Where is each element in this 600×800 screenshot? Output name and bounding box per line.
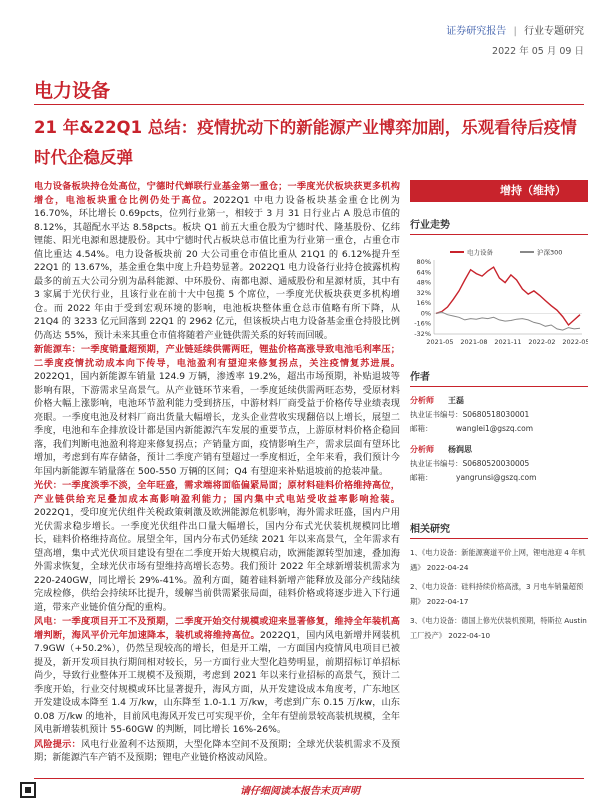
- y-tick-label: -16%: [414, 319, 431, 328]
- authors-section: [410, 368, 588, 485]
- author-name: 王磊: [448, 396, 464, 405]
- paragraph-holdings: [34, 180, 400, 342]
- y-tick-label: -32%: [414, 330, 431, 338]
- header-separator: |: [513, 26, 517, 37]
- author-card: [410, 394, 588, 436]
- paragraph-ev: [34, 343, 400, 478]
- legend-label: 沪深300: [537, 248, 563, 257]
- author-email[interactable]: yangrunsi@gszq.com: [456, 473, 537, 482]
- email-label: 邮箱：: [410, 473, 433, 482]
- author-role: 分析师: [410, 396, 434, 405]
- related-research-section: [410, 520, 588, 647]
- industry-trend-chart: [410, 246, 588, 354]
- series-line-index: [436, 312, 580, 330]
- x-tick-label: 2022-02: [528, 338, 556, 346]
- author-role: 分析师: [410, 445, 434, 454]
- paragraph-wind: [34, 615, 400, 737]
- author-cert-line: [410, 457, 588, 471]
- y-tick-label: 48%: [416, 278, 431, 287]
- related-item-text: 2、《电力设备：硅料持续价格高涨，3 月电车销量超预期》: [410, 582, 584, 606]
- related-item[interactable]: [410, 545, 588, 575]
- cert-label: 执业证书编号：: [410, 459, 463, 468]
- ev-highlight: 新能源车：一季度销量超预期，产业链延续供需两旺，锂盐价格高涨导致电池毛利率压；二季度疫情扰动成本向下传导，电池盈利有望迎来修复拐点，关注疫情复苏进展。: [34, 344, 400, 369]
- report-header: [446, 22, 584, 57]
- related-item-text: 1、《电力设备：新能源赛道平价上网，锂电池迎 4 年机遇》: [410, 548, 586, 572]
- y-tick-label: 80%: [416, 258, 431, 266]
- rating-badge: 增持（维持）: [410, 180, 588, 202]
- author-cert: S0680518030001: [462, 410, 530, 419]
- holdings-text: 2022Q1 中电力设备板块基金重仓比例为 16.70%，环比增长 0.69pcts，位列行业第一，相较于 3 月 31 日行业占 A 股总市值的 8.12%，其超配水平达 8.58pcts。板块 Q1 前五大重仓股为宁德时代、隆基股份、亿纬锂能、阳光电源和恩捷股份。其中宁德时代占板块总市值比重为行业第一重仓，占重仓市值比重达 4.54%。电力设备板块前 20 大公司重仓市值比重从 21Q1 的 6.12%提升至 22Q1 的 13.67%，基金重仓集中度上升趋势显著。2022Q1 电力设备行业持仓披露机构最多的前五大公司分别为晶科能源、中环股份、南都电源、通威股份和星源材质，其中有 3 家属于光伏行业，且该行业在前十大中包揽 5 个席位，一季度光伏板块获更多机构增仓。而 2022 年由于受到宏观环境的影响，电池板块整体重仓总市值略有所下降，从 21Q4 的 3233 亿元回落到 22Q1 的 2962 亿元，但该板块占电力设备基金重仓持股比例仍高达 55%，预计未来其重仓市值将随着产业链供需关系的好转而回暖。: [34, 194, 400, 341]
- ev-text: 2022Q1，国内新能源车销量 124.9 万辆，渗透率 19.2%，超出市场预期，补贴退坡等影响有限，下游需求呈高景气。从产业链环节来看，一季度延续供需两旺态势，受原材料价格大幅上涨影响，电池环节盈利能力受到挤压，中游材料厂商受益于价格传导业绩表现亮眼。一季度电池及材料厂商出货量大幅增长，龙头企业营收实现翻倍以上增长，展望二季度，电池和车企排放设计都是国内新能源汽车发展的重要节点，上游原材料价格企稳回落，我们判断电池盈利将迎来修复拐点；产销量方面，疫情影响生产，需求层面有望环比增加，考虑到有库存储备，预计二季度产销有望超过一季度相近，全年来看，我们预计今年国内新能源车销量落在 500-550 万辆的区间；Q4 有望迎来补贴退坡前的抢装冲量。: [34, 371, 400, 477]
- y-tick-label: 16%: [416, 299, 431, 308]
- related-item[interactable]: [410, 579, 588, 609]
- y-tick-label: 0%: [420, 309, 431, 318]
- wind-text: 2022Q1，国内风电新增并网装机 7.9GW（+50.2%），仍然呈现较高的增长，但是开工端，一方面国内疫情风电项目已被提及，新开发项目执行期间相对较长，另一方面行业大型化趋势明显，前期招标订单招标尚少，导致行业整体开工规模不及预期，考虑到 2021 年以来行业招标的高景气，预计二季度开始，行业交付规模或环比显著提升，海风方面，从开发建设成本角度考，广东地区开发建设成本降至 1.4 万/kw，山东降至 1.0-1.1 万/kw，考虑到广东 0.15 万/kw，山东 0.08 万/kw 的地补，目前风电海风开发已可实现平价，全年有望前景较高装机规模，全年风电新增装机预计 55-60GW 的判断，同比增长 16%-26%。: [34, 629, 400, 735]
- series-line-sector: [436, 267, 580, 325]
- sidebar: [410, 180, 588, 235]
- footer-divider: [34, 778, 584, 779]
- trend-chart-svg: [410, 246, 588, 354]
- holdings-highlight: 电力设备板块持仓处高位，宁德时代蝉联行业基金第一重仓；一季度光伏板块获更多机构增仓，电池板块重仓比例仍处于高位。: [34, 181, 400, 206]
- author-cert: S0680520030005: [462, 459, 530, 468]
- author-card: [410, 443, 588, 485]
- author-email-line: [410, 422, 588, 436]
- risk-text: 风电行业盈利不达预期，大型化降本空间不及预期；全球光伏装机需求不及预期；新能源汽车产销不及预期；锂电产业链价格波动风险。: [34, 738, 401, 763]
- author-name: 杨润思: [448, 445, 472, 454]
- author-cert-line: [410, 408, 588, 422]
- legend-label: 电力设备: [467, 248, 493, 257]
- title-divider: [34, 104, 584, 105]
- report-body: [34, 180, 400, 766]
- report-headline: 21 年&22Q1 总结：疫情扰动下的新能源产业博弈加剧，乐观看待后疫情时代企稳反弹: [34, 118, 577, 167]
- related-item-text: 3、《电力设备：德国上修光伏装机预期，特斯拉 Austin 工厂投产》: [410, 616, 587, 640]
- paragraph-pv: [34, 479, 400, 614]
- pv-text: 2022Q1，受印度光伏组件关税政策刺激及欧洲能源危机影响，海外需求旺盛，国内户用光伏需求稳步增长。一季度光伏组件出口量大幅增长，国内分布式光伏装机规模同比增长，硅料价格维持高位。展望全年，国内分布式仍延续 2021 年以来高景气，全年需求有望高增，集中式光伏项目建设有望在二季度开始大规模启动，欧洲能源转型加速，叠加海外需求恢复，全球光伏市场有望维持高增长态势。我们预计 2022 年全球新增装机需求为 220-240GW，同比增长 29%-41%。盈利方面，随着硅料新增产能释放及部分产线陆续完成检修，供给会持续环比提升，缓解当前供需紧张局面，硅料价格或将逐步进入下行通道，带来产业链价值分配的重构。: [34, 507, 400, 613]
- pv-highlight: 光伏：一季度淡季不淡，全年旺盛，需求端将面临偏紧局面；原材料硅料价格维持高位，产业链供给充足叠加成本高影响盈利能力；国内集中式电站受收益率影响抢装。: [34, 480, 400, 505]
- report-type: 证券研究报告: [446, 26, 507, 37]
- related-item-date: 2022-04-24: [426, 563, 469, 572]
- paragraph-risk: [34, 738, 400, 765]
- email-label: 邮箱：: [410, 424, 433, 433]
- industry-category: 电力设备: [34, 80, 111, 102]
- x-tick-label: 2021-11: [494, 338, 522, 346]
- cert-label: 执业证书编号：: [410, 410, 463, 419]
- author-email[interactable]: wanglei1@gszq.com: [456, 424, 534, 433]
- x-tick-label: 2021-08: [460, 338, 488, 346]
- author-email-line: [410, 471, 588, 485]
- author-name-line: [410, 443, 588, 457]
- y-tick-label: 64%: [416, 268, 431, 277]
- related-section-title: 相关研究: [410, 520, 588, 539]
- related-item[interactable]: [410, 613, 588, 643]
- report-date: 2022 年 05 月 09 日: [492, 46, 584, 57]
- authors-section-title: 作者: [410, 368, 588, 387]
- author-name-line: [410, 394, 588, 408]
- related-item-date: 2022-04-17: [426, 597, 469, 606]
- risk-highlight: 风险提示：: [34, 738, 81, 750]
- report-kind: 行业专题研究: [524, 26, 584, 37]
- related-item-date: 2022-04-10: [448, 631, 491, 640]
- wind-highlight: 风电：一季度项目开工不及预期，二季度开始交付规模或迎来显著修复，维持全年装机高增判断，海风平价元年加速降本，装机或将维持高位。: [34, 616, 400, 641]
- related-list: [410, 545, 588, 643]
- trend-section-title: 行业走势: [410, 216, 588, 235]
- footer-disclaimer: 请仔细阅读本报告末页声明: [240, 786, 360, 797]
- x-tick-label: 2022-05: [562, 338, 588, 346]
- x-tick-label: 2021-05: [426, 338, 454, 346]
- y-tick-label: 32%: [416, 288, 431, 297]
